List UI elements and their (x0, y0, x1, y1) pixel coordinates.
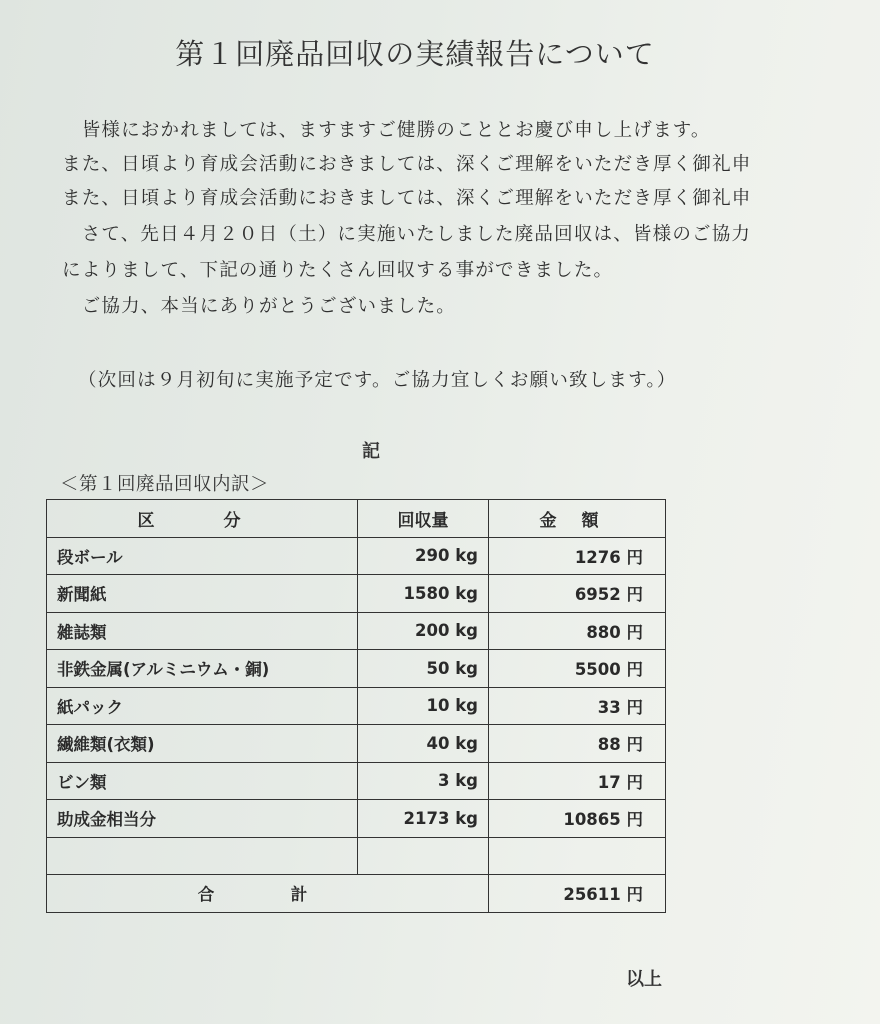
table-row (47, 575, 666, 613)
total-value: 25611 円 (489, 875, 666, 913)
header-price: 金 額 (489, 500, 666, 538)
row-price: 33 円 (489, 687, 666, 725)
row-category: ビン類 (47, 762, 358, 800)
recycling-results-table (46, 499, 666, 913)
row-category: 非鉄金属(アルミニウム・銅) (47, 650, 358, 688)
paragraph-gratitude: ご協力、本当にありがとうございました。 (62, 296, 457, 317)
row-amount (358, 837, 489, 875)
breakdown-title: ＜第１回廃品回収内訳＞ (60, 474, 270, 495)
table-total-row (47, 875, 666, 913)
row-category: 新聞紙 (47, 575, 358, 613)
row-amount: 10 kg (358, 687, 489, 725)
table-row (47, 687, 666, 725)
row-category (47, 837, 358, 875)
row-price: 88 円 (489, 725, 666, 763)
row-price: 880 円 (489, 612, 666, 650)
row-price (489, 837, 666, 875)
row-category: 紙パック (47, 687, 358, 725)
table-row (47, 537, 666, 575)
table-row (47, 800, 666, 838)
paragraph-greeting: 皆様におかれましては、ますますご健勝のこととお慶び申し上げます。 (62, 120, 711, 141)
row-amount: 200 kg (358, 612, 489, 650)
row-price: 10865 円 (489, 800, 666, 838)
table-row (47, 612, 666, 650)
row-category: 繊維類(衣類) (47, 725, 358, 763)
row-category: 雑誌類 (47, 612, 358, 650)
row-amount: 40 kg (358, 725, 489, 763)
row-category: 助成金相当分 (47, 800, 358, 838)
table-row (47, 650, 666, 688)
row-price: 6952 円 (489, 575, 666, 613)
document-title: 第１回廃品回収の実績報告について (175, 37, 655, 71)
paragraph-thanks-1: また、日頃より育成会活動におきましては、深くご理解をいただき厚く御礼申 (62, 154, 752, 175)
table-row (47, 762, 666, 800)
row-price: 17 円 (489, 762, 666, 800)
header-category: 区 分 (47, 500, 358, 538)
table-header-row (47, 500, 666, 538)
row-amount: 290 kg (358, 537, 489, 575)
header-amount: 回収量 (358, 500, 489, 538)
row-amount: 1580 kg (358, 575, 489, 613)
row-amount: 3 kg (358, 762, 489, 800)
table-row-empty (47, 837, 666, 875)
paragraph-next-notice: （次回は９月初旬に実施予定です。ご協力宜しくお願い致します。） (78, 370, 677, 391)
row-amount: 50 kg (358, 650, 489, 688)
row-category: 段ボール (47, 537, 358, 575)
table-row (47, 725, 666, 763)
closing-mark: 以上 (626, 969, 662, 990)
row-amount: 2173 kg (358, 800, 489, 838)
row-price: 5500 円 (489, 650, 666, 688)
paragraph-report-1: さて、先日４月２０日（土）に実施いたしました廃品回収は、皆様のご協力 (62, 224, 752, 245)
paragraph-report-2: によりまして、下記の通りたくさん回収する事ができました。 (62, 260, 614, 281)
paragraph-thanks-2: また、日頃より育成会活動におきましては、深くご理解をいただき厚く御礼申 (62, 188, 752, 209)
row-price: 1276 円 (489, 537, 666, 575)
total-label: 合 計 (47, 875, 489, 913)
ki-heading: 記 (362, 441, 380, 462)
